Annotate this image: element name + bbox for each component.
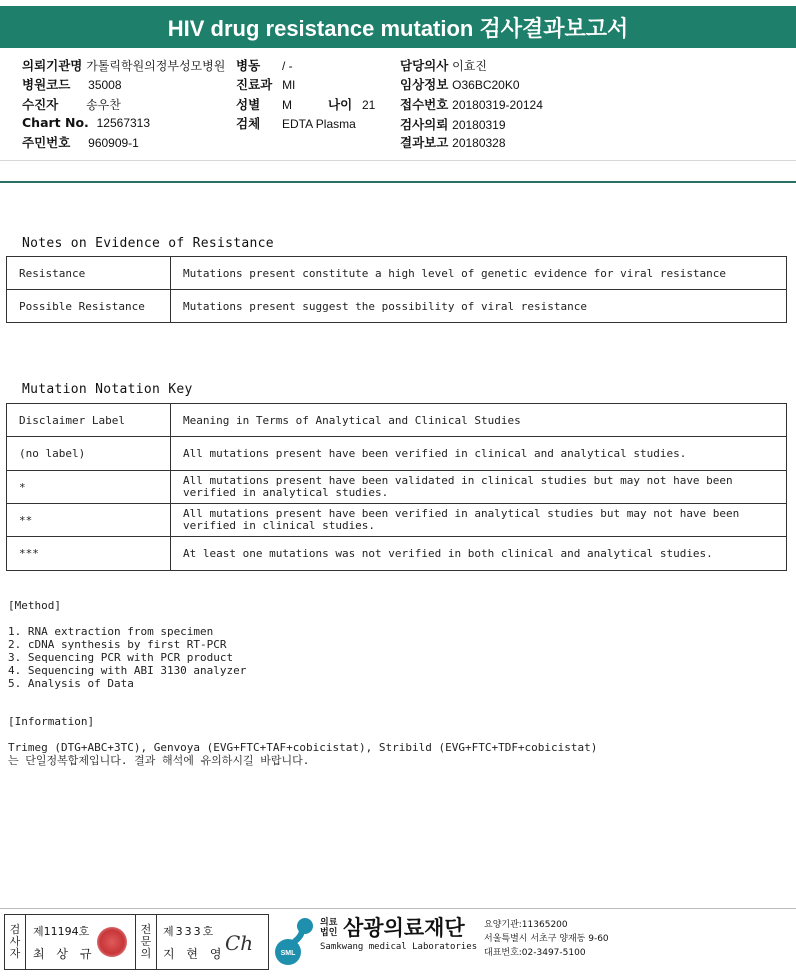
method-step: 1. RNA extraction from specimen <box>8 625 214 638</box>
org-address: 서울특별시 서초구 양재동 9-60 <box>484 934 609 944</box>
notation-table <box>6 403 787 571</box>
header-ward <box>236 56 293 74</box>
table-cell-label: ** <box>7 504 171 537</box>
header-value: O36BC20K0 <box>452 78 520 92</box>
table-cell-label: Resistance <box>7 257 171 290</box>
information-title: [Information] <box>8 715 95 728</box>
header-key: 병동 <box>236 58 261 73</box>
header-key: 주민번호 <box>22 135 71 150</box>
header-value: 12567313 <box>96 116 151 130</box>
header-key: 검체 <box>236 116 261 131</box>
header-value: 가톨릭학원의정부성모병원 <box>86 59 226 73</box>
org-name: 삼광의료재단 <box>343 916 465 940</box>
header-value: / - <box>281 59 293 73</box>
table-cell-text: Mutations present constitute a high level of genetic evidence for viral resistance <box>171 257 787 290</box>
header-key: 진료과 <box>236 77 273 92</box>
table-row <box>7 504 787 537</box>
header-dept <box>236 75 295 93</box>
header-value: 송우찬 <box>86 98 121 112</box>
divider <box>0 181 796 183</box>
inspector-role <box>5 915 26 969</box>
header-key: 성별 <box>236 97 261 112</box>
org-prefix <box>320 918 337 938</box>
role-char: 전 <box>140 923 152 936</box>
table-row <box>7 537 787 571</box>
method-step: 4. Sequencing with ABI 3130 analyzer <box>8 664 247 677</box>
role-char: 자 <box>9 947 21 960</box>
header-value: 35008 <box>88 78 122 92</box>
specialist-license-no: 제333호 <box>163 925 216 938</box>
header-value: EDTA Plasma <box>281 117 356 131</box>
table-cell-label: *** <box>7 537 171 571</box>
header-specimen <box>236 114 356 132</box>
header-key: 접수번호 <box>400 97 449 112</box>
header-key: 검사의뢰 <box>400 117 449 132</box>
signature-box <box>4 914 269 970</box>
table-cell-label: (no label) <box>7 437 171 471</box>
method-step: 5. Analysis of Data <box>8 677 134 690</box>
method-step: 3. Sequencing PCR with PCR product <box>8 651 234 664</box>
header-key: 임상정보 <box>400 77 449 92</box>
header-key: 담당의사 <box>400 58 449 73</box>
header-key: 수진자 <box>22 97 59 112</box>
table-cell-label: * <box>7 471 171 504</box>
table-cell-label: Disclaimer Label <box>7 404 171 437</box>
header-sex <box>236 95 292 113</box>
header-key: 병원코드 <box>22 77 71 92</box>
header-value: M <box>281 98 292 112</box>
specialist-role <box>135 915 157 969</box>
header-key: 결과보고 <box>400 135 449 150</box>
header-key: 의뢰기관명 <box>22 58 83 73</box>
role-char: 문 <box>140 935 152 948</box>
evidence-section-title: Notes on Evidence of Resistance <box>22 236 274 251</box>
org-code: 요양기관:11365200 <box>484 920 568 930</box>
information-line: 는 단일정복합제입니다. 결과 해석에 유의하시길 바랍니다. <box>8 754 310 767</box>
header-clinical-info <box>400 75 520 93</box>
header-value: 20180319 <box>452 118 506 132</box>
header-value: 이효진 <box>452 59 487 73</box>
specialist-name: 지 현 영 <box>163 947 226 961</box>
seal-icon <box>97 927 127 957</box>
table-cell-text: All mutations present have been verified in analytical studies but may not have been verified in clinical studies. <box>171 504 787 537</box>
table-row <box>7 471 787 504</box>
report-title: HIV drug resistance mutation 검사결과보고서 <box>0 6 796 48</box>
method-title: [Method] <box>8 599 61 612</box>
header-value: MI <box>282 78 296 92</box>
notation-section-title: Mutation Notation Key <box>22 382 193 397</box>
org-prefix-line: 법인 <box>320 928 338 938</box>
method-step: 2. cDNA synthesis by first RT-PCR <box>8 638 227 651</box>
org-phone: 대표번호:02-3497-5100 <box>484 948 586 958</box>
header-value: 20180319-20124 <box>452 98 543 112</box>
footer-divider <box>0 908 796 909</box>
evidence-table <box>6 256 787 323</box>
divider <box>0 160 796 161</box>
header-patient <box>22 95 121 113</box>
table-cell-text: Mutations present suggest the possibility of viral resistance <box>171 290 787 323</box>
signature-icon: Ch <box>225 931 254 955</box>
header-hospital <box>22 56 225 74</box>
table-cell-text: All mutations present have been validated in clinical studies but may not have been verified in analytical studies. <box>171 471 787 504</box>
table-row <box>7 257 787 290</box>
table-row <box>7 404 787 437</box>
header-resident-no <box>22 133 139 151</box>
header-key: Chart No. <box>22 115 89 130</box>
header-age <box>328 95 375 113</box>
header-doctor <box>400 56 487 74</box>
logo-text: SML <box>280 950 296 957</box>
org-prefix-line: 의료 <box>320 918 338 928</box>
table-cell-text: All mutations present have been verified in clinical and analytical studies. <box>171 437 787 471</box>
table-cell-label: Possible Resistance <box>7 290 171 323</box>
header-key: 나이 <box>328 97 353 112</box>
table-cell-text: Meaning in Terms of Analytical and Clinical Studies <box>171 404 787 437</box>
table-row <box>7 290 787 323</box>
sml-logo-icon <box>272 914 318 966</box>
role-char: 사 <box>9 935 21 948</box>
table-cell-text: At least one mutations was not verified in both clinical and analytical studies. <box>171 537 787 571</box>
header-value: 21 <box>361 98 376 112</box>
header-hospital-code <box>22 75 122 93</box>
header-request-date <box>400 115 506 133</box>
role-char: 의 <box>140 947 152 960</box>
inspector-name: 최 상 규 <box>33 947 96 961</box>
header-report-date <box>400 133 506 151</box>
inspector-license-no: 제11194호 <box>33 925 90 938</box>
header-value: 20180328 <box>452 136 506 150</box>
header-chart-no <box>22 115 150 130</box>
org-name-en: Samkwang medical Laboratories <box>320 942 478 952</box>
header-value: 960909-1 <box>88 136 139 150</box>
role-char: 검 <box>9 923 21 936</box>
table-row <box>7 437 787 471</box>
information-line: Trimeg (DTG+ABC+3TC), Genvoya (EVG+FTC+TAF+cobicistat), Stribild (EVG+FTC+TDF+cobicistat) <box>8 741 598 754</box>
header-receipt-no <box>400 95 543 113</box>
